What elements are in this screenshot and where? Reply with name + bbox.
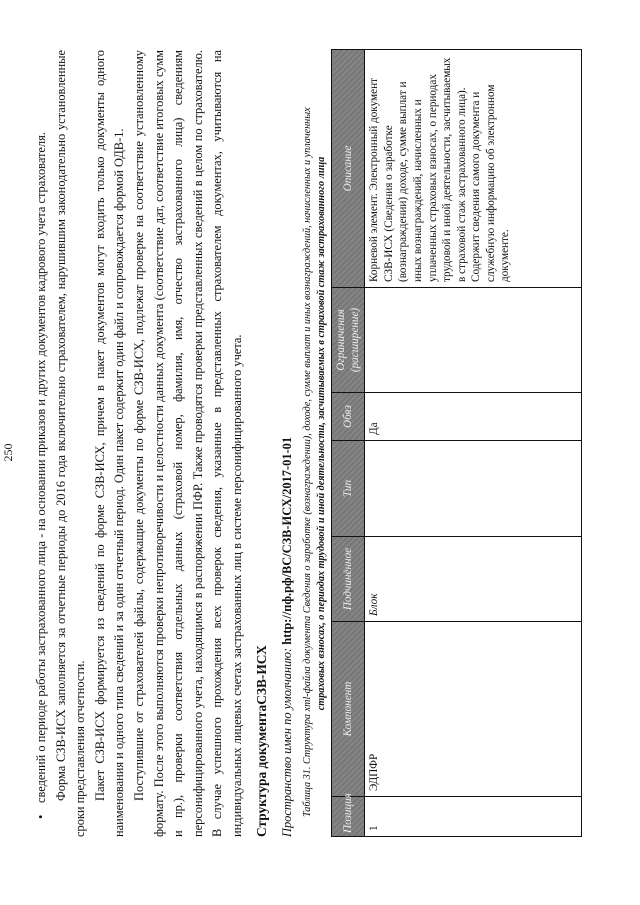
bullet-text: сведений о периоде работы застрахованного лица - на основании приказов и других документов кадрового учета страхователя. xyxy=(34,132,48,803)
cell-component: ЭДПФР xyxy=(365,622,582,797)
cell-type xyxy=(365,441,582,537)
cell-position: 1 xyxy=(365,797,582,837)
table-caption-line1: Таблица 31. Структура xml-файла документа Сведения о заработке (вознаграждении), доходе, сумме выплат и иных вознаграждений, начисленных и уплаченных xyxy=(302,107,314,817)
cell-required: Да xyxy=(365,393,582,441)
structure-table xyxy=(331,49,582,837)
namespace-value: http://пф.рф/ВС/СЗВ-ИСХ/2017-01-01 xyxy=(279,436,294,645)
namespace-line xyxy=(278,50,298,837)
paragraph-3: Поступившие от страхователей файлы, содержащие документы по форме СЗВ-ИСХ, подлежат проверке на соответствие установленному формату. После этого выполняются проверки непротиворечивости и целостности данных документа (соответствие дат, соответствие итоговых сумм и пр.), проверки соответствия отдельных данных (страховой номер, фамилия, имя, отчество застрахованного лица) сведениям персонифицированного учета, находящимся в распоряжении ПФР. Также проводятся проверки представленных сведений в целом по страхователю. В случае успешного прохождения всех проверок сведения, указанные в представленных страхователем документах, учитываются на индивидуальных лицевых счетах застрахованных лиц в системе персонифицированного учета. xyxy=(131,50,244,837)
table-header-row xyxy=(332,50,365,837)
header-required: Обяз xyxy=(332,393,365,441)
bullet-item xyxy=(32,50,52,819)
section-heading: Структура документаСЗВ-ИСХ xyxy=(253,645,269,837)
header-subordinate: Подчинённое xyxy=(332,537,365,622)
paragraph-2: Пакет СЗВ-ИСХ формируется из сведений по форме СЗВ-ИСХ, причем в пакет документов могут входить только документы одного наименования и одного типа сведений и за один отчетный период. Один пакет содержит один файл и сопровождается формой ОДВ-1. xyxy=(92,50,127,837)
header-description: Описание xyxy=(332,50,365,288)
cell-subordinate: Блок xyxy=(365,537,582,622)
table-row xyxy=(365,50,582,837)
cell-description: Корневой элемент. Электронный документ СЗВ-ИСХ (Сведения о заработке (вознаграждении) доходе, сумме выплат и иных вознаграждений, начисленных и уплаченных страховых взносах, о периодах трудовой и иной деятельности, засчитываемых в страховой стаж застрахованного лица). Содержит сведения самого документа и служебную информацию об электронном документе. xyxy=(365,50,582,288)
bullet-dot-icon: • xyxy=(34,814,48,819)
header-type: Тип xyxy=(332,441,365,537)
table-caption xyxy=(301,50,329,817)
cell-restrictions xyxy=(365,288,582,393)
header-position: Позиция xyxy=(332,797,365,837)
table-caption-line2: страховых взносах, о периодах трудовой и иной деятельности, засчитываемых в страховой стаж застрахованного лица xyxy=(316,156,328,711)
paragraph-1: Форма СЗВ-ИСХ заполняется за отчетные периоды до 2016 года включительно страхователем, нарушившим законодательно установленные сроки представления отчетности. xyxy=(53,50,88,837)
header-restrictions: Ограничения (расширение) xyxy=(332,288,365,393)
page-number: 250 xyxy=(1,443,15,462)
namespace-label: Пространство имен по умолчанию: xyxy=(279,647,294,837)
header-component: Компонент xyxy=(332,622,365,797)
